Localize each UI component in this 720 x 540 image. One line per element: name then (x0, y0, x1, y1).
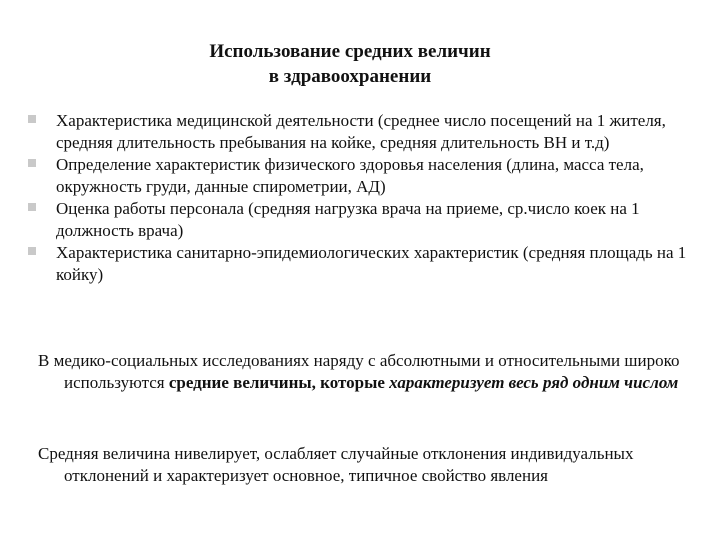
square-bullet-icon (28, 159, 36, 167)
bullet-item (28, 110, 698, 153)
bullet-text: Определение характеристик физического здоровья населения (длина, масса тела, окружность груди, данные спирометрии, АД) (56, 155, 644, 196)
paragraph-text: В медико-социальных исследованиях наряду с абсолютными и относительными широко используются (38, 351, 680, 392)
bullet-text: Характеристика санитарно-эпидемиологических характеристик (средняя площадь на 1 койку) (56, 243, 687, 284)
bullet-text: Оценка работы персонала (средняя нагрузка врача на приеме, ср.число коек на 1 должность врача) (56, 199, 640, 240)
paragraph-averages-usage (38, 350, 704, 393)
bullet-item (28, 198, 698, 241)
slide-title (0, 39, 660, 89)
paragraph-bold-italic-text: характеризует весь ряд одним числом (389, 372, 679, 392)
square-bullet-icon (28, 247, 36, 255)
bullet-list (28, 110, 698, 286)
bullet-item (28, 154, 698, 197)
paragraph-average-definition (38, 443, 704, 486)
square-bullet-icon (28, 115, 36, 123)
square-bullet-icon (28, 203, 36, 211)
bullet-item (28, 242, 698, 285)
bullet-text: Характеристика медицинской деятельности (среднее число посещений на 1 жителя, средняя длительность пребывания на койке, средняя длительность ВН и т.д) (56, 111, 666, 152)
paragraph-bold-text: средние величины, которые (168, 372, 385, 392)
paragraph-text: Средняя величина нивелирует, ослабляет случайные отклонения индивидуальных отклонений и характеризует основное, типичное свойство явления (38, 444, 634, 485)
title-line-1: Использование средних величин (209, 41, 491, 62)
title-line-2: в здравоохранении (268, 66, 432, 87)
